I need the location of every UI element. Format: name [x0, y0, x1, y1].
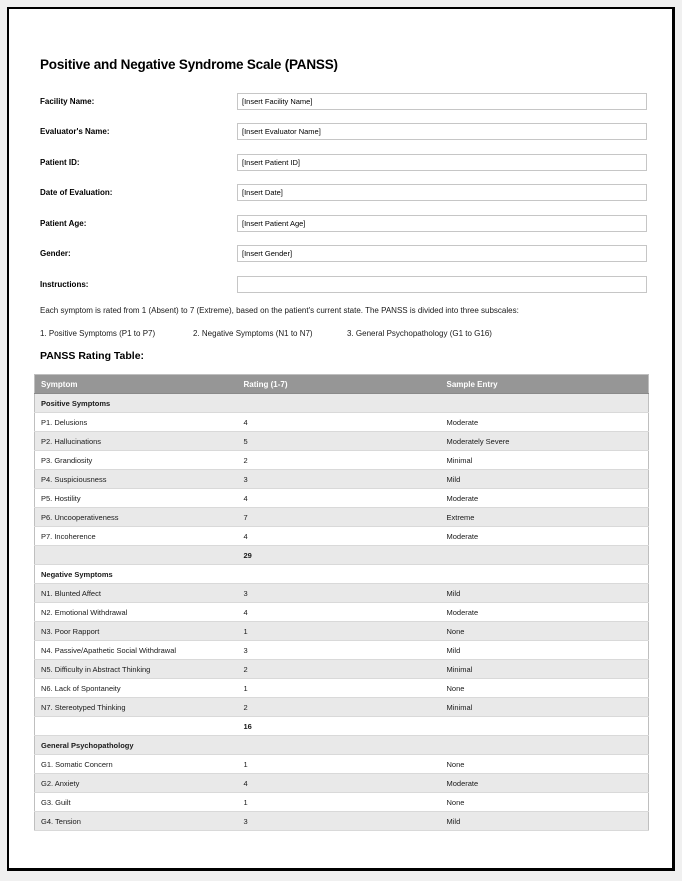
- table-row: [35, 508, 649, 527]
- rating-cell[interactable]: 2: [238, 698, 441, 717]
- section-empty-cell: [441, 394, 649, 413]
- rating-cell[interactable]: 3: [238, 470, 441, 489]
- subtotal-row: [35, 546, 649, 565]
- subscale-item-negative: 2. Negative Symptoms (N1 to N7): [193, 329, 313, 338]
- section-empty-cell: [238, 565, 441, 584]
- symptom-cell: N6. Lack of Spontaneity: [35, 679, 238, 698]
- rating-cell[interactable]: 1: [238, 679, 441, 698]
- table-row: [35, 527, 649, 546]
- instructions-label: Instructions:: [40, 279, 89, 289]
- section-row: [35, 565, 649, 584]
- rating-cell[interactable]: 7: [238, 508, 441, 527]
- facility-name-label: Facility Name:: [40, 96, 95, 106]
- patient-age-input[interactable]: [237, 215, 647, 232]
- field-row-patient-age: [40, 214, 647, 232]
- table-row: [35, 660, 649, 679]
- sample-entry-cell[interactable]: None: [441, 622, 649, 641]
- table-row: [35, 470, 649, 489]
- patient-age-label: Patient Age:: [40, 218, 87, 228]
- table-row: [35, 603, 649, 622]
- evaluation-date-label: Date of Evaluation:: [40, 188, 113, 197]
- symptom-cell: P6. Uncooperativeness: [35, 508, 238, 527]
- rating-cell[interactable]: 4: [238, 774, 441, 793]
- field-row-gender: [40, 245, 647, 263]
- subscale-item-general: 3. General Psychopathology (G1 to G16): [347, 329, 492, 338]
- sample-entry-cell[interactable]: None: [441, 755, 649, 774]
- sample-entry-cell[interactable]: Mild: [441, 584, 649, 603]
- section-name-cell: Positive Symptoms: [35, 394, 238, 413]
- subtotal-empty-cell: [441, 717, 649, 736]
- symptom-cell: P1. Delusions: [35, 413, 238, 432]
- rating-cell[interactable]: 2: [238, 660, 441, 679]
- symptom-cell: N2. Emotional Withdrawal: [35, 603, 238, 622]
- sample-entry-cell[interactable]: Mild: [441, 641, 649, 660]
- table-row: [35, 584, 649, 603]
- rating-cell[interactable]: 1: [238, 622, 441, 641]
- symptom-cell: P7. Incoherence: [35, 527, 238, 546]
- table-row: [35, 641, 649, 660]
- rating-cell[interactable]: 4: [238, 527, 441, 546]
- symptom-cell: N7. Stereotyped Thinking: [35, 698, 238, 717]
- section-empty-cell: [441, 565, 649, 584]
- table-row: [35, 812, 649, 831]
- document-page: [7, 7, 675, 871]
- symptom-column-header: Symptom: [35, 375, 238, 394]
- table-row: [35, 413, 649, 432]
- sample-entry-cell[interactable]: Minimal: [441, 451, 649, 470]
- table-row: [35, 622, 649, 641]
- field-row-patient-id: [40, 153, 647, 171]
- table-row: [35, 489, 649, 508]
- sample-entry-cell[interactable]: Mild: [441, 470, 649, 489]
- symptom-cell: G2. Anxiety: [35, 774, 238, 793]
- rating-cell[interactable]: 2: [238, 451, 441, 470]
- rating-cell[interactable]: 1: [238, 793, 441, 812]
- rating-cell[interactable]: 4: [238, 489, 441, 508]
- rating-column-header: Rating (1-7): [238, 375, 441, 394]
- evaluator-name-input[interactable]: [237, 123, 647, 140]
- section-name-cell: General Psychopathology: [35, 736, 238, 755]
- subscale-list: [40, 329, 652, 341]
- page-title: Positive and Negative Syndrome Scale (PANSS): [40, 57, 338, 72]
- rating-scale-description: Each symptom is rated from 1 (Absent) to 7 (Extreme), based on the patient's current state. The PANSS is divided into three subscales:: [40, 306, 519, 315]
- symptom-cell: G1. Somatic Concern: [35, 755, 238, 774]
- sample-entry-cell[interactable]: Extreme: [441, 508, 649, 527]
- sample-entry-cell[interactable]: Moderate: [441, 527, 649, 546]
- symptom-cell: G4. Tension: [35, 812, 238, 831]
- section-empty-cell: [441, 736, 649, 755]
- subscale-item-positive: 1. Positive Symptoms (P1 to P7): [40, 329, 156, 338]
- sample-entry-cell[interactable]: Moderate: [441, 603, 649, 622]
- symptom-cell: P4. Suspiciousness: [35, 470, 238, 489]
- instructions-input[interactable]: [237, 276, 647, 293]
- table-header-row: [35, 375, 649, 394]
- field-row-facility-name: [40, 92, 647, 110]
- table-row: [35, 451, 649, 470]
- section-row: [35, 394, 649, 413]
- sample-entry-cell[interactable]: Moderate: [441, 489, 649, 508]
- subtotal-value-cell: 29: [238, 546, 441, 565]
- evaluation-date-input[interactable]: [237, 184, 647, 201]
- symptom-cell: P5. Hostility: [35, 489, 238, 508]
- table-row: [35, 698, 649, 717]
- rating-cell[interactable]: 3: [238, 641, 441, 660]
- subtotal-empty-cell: [35, 546, 238, 565]
- sample-entry-column-header: Sample Entry: [441, 375, 649, 394]
- form-fields: [40, 92, 647, 306]
- rating-cell[interactable]: 4: [238, 413, 441, 432]
- field-row-evaluator-name: [40, 123, 647, 141]
- sample-entry-cell[interactable]: None: [441, 679, 649, 698]
- table-row: [35, 679, 649, 698]
- rating-cell[interactable]: 3: [238, 584, 441, 603]
- sample-entry-cell[interactable]: Moderately Severe: [441, 432, 649, 451]
- rating-cell[interactable]: 3: [238, 812, 441, 831]
- facility-name-input[interactable]: [237, 93, 647, 110]
- table-row: [35, 774, 649, 793]
- evaluator-name-label: Evaluator's Name:: [40, 127, 110, 136]
- symptom-cell: N1. Blunted Affect: [35, 584, 238, 603]
- symptom-cell: P2. Hallucinations: [35, 432, 238, 451]
- sample-entry-cell[interactable]: Minimal: [441, 698, 649, 717]
- field-row-evaluation-date: [40, 184, 647, 202]
- patient-id-label: Patient ID:: [40, 157, 80, 167]
- sample-entry-cell[interactable]: Moderate: [441, 413, 649, 432]
- subtotal-empty-cell: [441, 546, 649, 565]
- sample-entry-cell[interactable]: Mild: [441, 812, 649, 831]
- symptom-cell: N4. Passive/Apathetic Social Withdrawal: [35, 641, 238, 660]
- sample-entry-cell[interactable]: Moderate: [441, 774, 649, 793]
- symptom-cell: N3. Poor Rapport: [35, 622, 238, 641]
- table-heading: PANSS Rating Table:: [40, 350, 145, 362]
- table-row: [35, 793, 649, 812]
- section-name-cell: Negative Symptoms: [35, 565, 238, 584]
- sample-entry-cell[interactable]: None: [441, 793, 649, 812]
- symptom-cell: P3. Grandiosity: [35, 451, 238, 470]
- patient-id-input[interactable]: [237, 154, 647, 171]
- rating-cell[interactable]: 1: [238, 755, 441, 774]
- subtotal-value-cell: 16: [238, 717, 441, 736]
- rating-cell[interactable]: 5: [238, 432, 441, 451]
- symptom-cell: G3. Guilt: [35, 793, 238, 812]
- subtotal-row: [35, 717, 649, 736]
- gender-input[interactable]: [237, 245, 647, 262]
- rating-cell[interactable]: 4: [238, 603, 441, 622]
- section-empty-cell: [238, 394, 441, 413]
- panss-table: [34, 374, 649, 831]
- sample-entry-cell[interactable]: Minimal: [441, 660, 649, 679]
- table-row: [35, 755, 649, 774]
- table-row: [35, 432, 649, 451]
- panss-table-body: [35, 394, 649, 831]
- field-row-instructions: [40, 275, 647, 293]
- symptom-cell: N5. Difficulty in Abstract Thinking: [35, 660, 238, 679]
- gender-label: Gender:: [40, 249, 71, 258]
- subtotal-empty-cell: [35, 717, 238, 736]
- section-empty-cell: [238, 736, 441, 755]
- section-row: [35, 736, 649, 755]
